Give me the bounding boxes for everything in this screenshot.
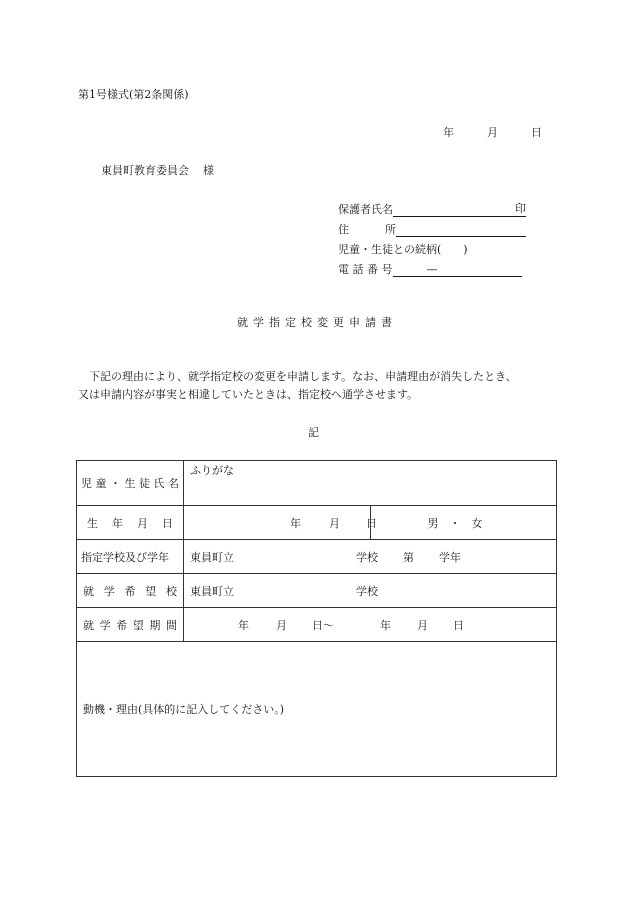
desired-period-row (77, 608, 557, 642)
to-year-label: 年 (380, 618, 391, 632)
body-paragraph-1: 下記の理由により、就学指定校の変更を申請します。なお、申請理由が消失したとき、 (89, 370, 517, 383)
designated-town-label: 東員町立 (190, 550, 234, 564)
date-day-label: 日 (531, 126, 542, 139)
body-text (78, 368, 558, 404)
desired-period-label: 就 学 希 望 期 間 (77, 608, 184, 642)
body-paragraph-2: 又は申請内容が事実と相違していたときは、指定校へ通学させます。 (78, 388, 419, 401)
guardian-name-field[interactable] (393, 203, 526, 217)
designated-school-label: 指定学校及び学年 (77, 540, 184, 574)
relation-row (338, 237, 526, 257)
designated-school-row (77, 540, 557, 574)
date-year-label: 年 (443, 126, 454, 139)
addressee (101, 162, 214, 178)
birth-day-label: 日 (366, 516, 377, 530)
phone-row (338, 257, 526, 277)
student-name-field[interactable] (184, 461, 557, 506)
to-month-label: 月 (417, 618, 428, 632)
from-day-label: 日〜 (312, 618, 334, 632)
to-day-label: 日 (453, 618, 464, 632)
gender-options: 男 ・ 女 (427, 516, 483, 530)
application-table (76, 460, 557, 777)
birth-label: 生 年 月 日 (77, 506, 184, 540)
gender-field[interactable] (370, 506, 557, 540)
address-label: 住 所 (338, 223, 396, 236)
document-title: 就学指定校変更申請書 (237, 316, 397, 329)
desired-school-row (77, 574, 557, 608)
reason-field[interactable] (77, 642, 557, 777)
from-month-label: 月 (276, 618, 287, 632)
form-number: 第1号様式(第2条関係) (78, 88, 189, 101)
application-date (443, 124, 542, 140)
from-year-label: 年 (238, 618, 249, 632)
addressee-honorific: 様 (203, 164, 214, 177)
seal-mark: 印 (515, 202, 526, 215)
birth-date-field[interactable] (184, 506, 377, 540)
address-field[interactable] (396, 223, 526, 237)
student-name-row (77, 461, 557, 506)
reason-label: 動機・理由(具体的に記入してください。) (83, 703, 285, 716)
reason-row (77, 642, 557, 777)
guardian-name-label: 保護者氏名 (338, 203, 393, 216)
ki-heading: 記 (308, 426, 319, 439)
designated-grade-label: 学年 (439, 550, 461, 564)
birth-month-label: 月 (329, 516, 340, 530)
applicant-block (338, 197, 526, 277)
birth-year-label: 年 (290, 516, 301, 530)
designated-school-suffix: 学校 (356, 550, 378, 564)
desired-period-field[interactable] (184, 608, 557, 642)
designated-school-field[interactable] (184, 540, 557, 574)
addressee-name: 東員町教育委員会 (101, 164, 189, 177)
address-row (338, 217, 526, 237)
desired-school-suffix: 学校 (356, 584, 378, 598)
desired-school-field[interactable] (184, 574, 557, 608)
date-month-label: 月 (487, 126, 498, 139)
student-name-label: 児 童 ・ 生 徒 氏 名 (77, 461, 184, 506)
guardian-row (338, 197, 526, 217)
phone-label: 電 話 番 号 (338, 263, 393, 276)
designated-dai-label: 第 (403, 550, 414, 564)
furigana-label: ふりがな (190, 464, 234, 477)
phone-field[interactable] (393, 263, 522, 277)
phone-dash: — (426, 263, 438, 276)
desired-town-label: 東員町立 (190, 584, 234, 598)
birth-row (77, 506, 557, 540)
relation-label: 児童・生徒との続柄( ) (338, 243, 468, 256)
desired-school-label: 就 学 希 望 校 (77, 574, 184, 608)
